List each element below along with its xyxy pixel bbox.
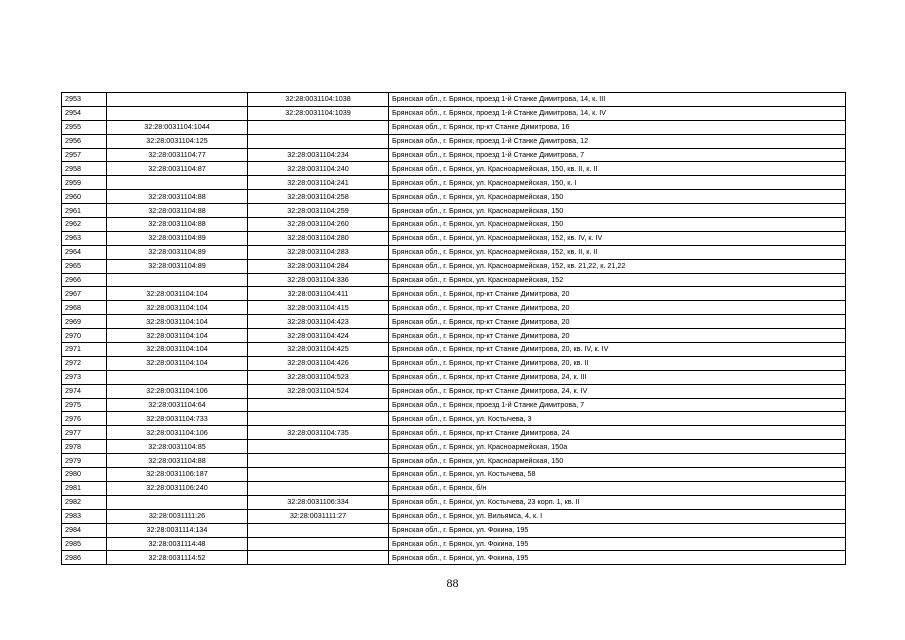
building-number-cell: 32:28:0031104:283 [248, 245, 389, 259]
building-number-cell: 32:28:0031104:240 [248, 162, 389, 176]
table-row [62, 412, 846, 426]
parcel-number-cell [107, 370, 248, 384]
building-number-cell: 32:28:0031111:27 [248, 509, 389, 523]
parcel-number-cell: 32:28:0031111:26 [107, 509, 248, 523]
parcel-number-cell: 32:28:0031106:187 [107, 468, 248, 482]
building-number-cell: 32:28:0031104:336 [248, 273, 389, 287]
table-row [62, 176, 846, 190]
address-cell: Брянская обл., г. Брянск, ул. Красноармейская, 150 [389, 454, 846, 468]
address-cell: Брянская обл., г. Брянск, пр-кт Станке Димитрова, 16 [389, 120, 846, 134]
row-number-cell: 2984 [62, 523, 107, 537]
table-row [62, 509, 846, 523]
row-number-cell: 2960 [62, 190, 107, 204]
address-cell: Брянская обл., г. Брянск, проезд 1-й Станке Димитрова, 12 [389, 134, 846, 148]
row-number-cell: 2983 [62, 509, 107, 523]
row-number-cell: 2974 [62, 384, 107, 398]
table-row [62, 495, 846, 509]
address-cell: Брянская обл., г. Брянск, ул. Красноармейская, 152, кв. IV, к. IV [389, 231, 846, 245]
building-number-cell: 32:28:0031104:424 [248, 329, 389, 343]
registry-table-body [62, 93, 846, 565]
row-number-cell: 2976 [62, 412, 107, 426]
table-row [62, 148, 846, 162]
address-cell: Брянская обл., г. Брянск, пр-кт Станке Димитрова, 24 [389, 426, 846, 440]
table-row [62, 454, 846, 468]
building-number-cell: 32:28:0031104:415 [248, 301, 389, 315]
row-number-cell: 2975 [62, 398, 107, 412]
address-cell: Брянская обл., г. Брянск, ул. Красноармейская, 152 [389, 273, 846, 287]
table-row [62, 120, 846, 134]
building-number-cell: 32:28:0031104:523 [248, 370, 389, 384]
row-number-cell: 2978 [62, 440, 107, 454]
address-cell: Брянская обл., г. Брянск, ул. Вильямса, 4, к. I [389, 509, 846, 523]
table-row [62, 398, 846, 412]
row-number-cell: 2973 [62, 370, 107, 384]
address-cell: Брянская обл., г. Брянск, проезд 1-й Станке Димитрова, 7 [389, 398, 846, 412]
building-number-cell: 32:28:0031104:241 [248, 176, 389, 190]
parcel-number-cell: 32:28:0031104:87 [107, 162, 248, 176]
parcel-number-cell [107, 93, 248, 107]
table-row [62, 106, 846, 120]
building-number-cell: 32:28:0031104:284 [248, 259, 389, 273]
building-number-cell: 32:28:0031104:425 [248, 343, 389, 357]
table-row [62, 287, 846, 301]
table-row [62, 356, 846, 370]
row-number-cell: 2964 [62, 245, 107, 259]
address-cell: Брянская обл., г. Брянск, ул. Костычева, 58 [389, 468, 846, 482]
address-cell: Брянская обл., г. Брянск, пр-кт Станке Димитрова, 20 [389, 287, 846, 301]
row-number-cell: 2956 [62, 134, 107, 148]
table-row [62, 218, 846, 232]
building-number-cell [248, 120, 389, 134]
address-cell: Брянская обл., г. Брянск, пр-кт Станке Димитрова, 20 [389, 315, 846, 329]
building-number-cell [248, 551, 389, 565]
table-row [62, 273, 846, 287]
address-cell: Брянская обл., г. Брянск, ул. Костычева, 3 [389, 412, 846, 426]
address-cell: Брянская обл., г. Брянск, ул. Фокина, 195 [389, 551, 846, 565]
row-number-cell: 2971 [62, 343, 107, 357]
building-number-cell [248, 134, 389, 148]
address-cell: Брянская обл., г. Брянск, пр-кт Станке Димитрова, 20, кв. II [389, 356, 846, 370]
address-cell: Брянская обл., г. Брянск, ул. Фокина, 195 [389, 523, 846, 537]
parcel-number-cell: 32:28:0031114:52 [107, 551, 248, 565]
building-number-cell: 32:28:0031104:411 [248, 287, 389, 301]
row-number-cell: 2966 [62, 273, 107, 287]
address-cell: Брянская обл., г. Брянск, ул. Красноармейская, 150, кв. II, к. II [389, 162, 846, 176]
parcel-number-cell [107, 176, 248, 190]
table-row [62, 370, 846, 384]
parcel-number-cell: 32:28:0031104:104 [107, 356, 248, 370]
parcel-number-cell: 32:28:0031104:89 [107, 245, 248, 259]
page-number: 88 [446, 576, 459, 590]
building-number-cell: 32:28:0031104:1038 [248, 93, 389, 107]
building-number-cell: 32:28:0031104:280 [248, 231, 389, 245]
table-row [62, 329, 846, 343]
row-number-cell: 2963 [62, 231, 107, 245]
table-row [62, 134, 846, 148]
building-number-cell [248, 481, 389, 495]
building-number-cell: 32:28:0031106:334 [248, 495, 389, 509]
address-cell: Брянская обл., г. Брянск, ул. Костычева, 23 корп. 1, кв. II [389, 495, 846, 509]
row-number-cell: 2981 [62, 481, 107, 495]
row-number-cell: 2972 [62, 356, 107, 370]
parcel-number-cell: 32:28:0031104:733 [107, 412, 248, 426]
table-row [62, 93, 846, 107]
registry-table [61, 92, 846, 565]
table-row [62, 468, 846, 482]
row-number-cell: 2985 [62, 537, 107, 551]
building-number-cell [248, 537, 389, 551]
building-number-cell [248, 468, 389, 482]
parcel-number-cell [107, 273, 248, 287]
table-row [62, 301, 846, 315]
row-number-cell: 2957 [62, 148, 107, 162]
table-row [62, 551, 846, 565]
address-cell: Брянская обл., г. Брянск, ул. Красноармейская, 150а [389, 440, 846, 454]
parcel-number-cell: 32:28:0031104:88 [107, 204, 248, 218]
address-cell: Брянская обл., г. Брянск, ул. Красноармейская, 150 [389, 190, 846, 204]
building-number-cell: 32:28:0031104:1039 [248, 106, 389, 120]
building-number-cell [248, 523, 389, 537]
address-cell: Брянская обл., г. Брянск, ул. Красноармейская, 152, кв. II, к. II [389, 245, 846, 259]
parcel-number-cell: 32:28:0031104:64 [107, 398, 248, 412]
table-row [62, 523, 846, 537]
address-cell: Брянская обл., г. Брянск, ул. Красноармейская, 152, кв. 21,22, к. 21,22 [389, 259, 846, 273]
building-number-cell: 32:28:0031104:423 [248, 315, 389, 329]
row-number-cell: 2967 [62, 287, 107, 301]
address-cell: Брянская обл., г. Брянск, пр-кт Станке Димитрова, 24, к. III [389, 370, 846, 384]
row-number-cell: 2968 [62, 301, 107, 315]
table-row [62, 259, 846, 273]
table-row [62, 162, 846, 176]
parcel-number-cell: 32:28:0031104:1044 [107, 120, 248, 134]
building-number-cell: 32:28:0031104:426 [248, 356, 389, 370]
row-number-cell: 2965 [62, 259, 107, 273]
address-cell: Брянская обл., г. Брянск, проезд 1-й Станке Димитрова, 7 [389, 148, 846, 162]
parcel-number-cell: 32:28:0031104:88 [107, 454, 248, 468]
address-cell: Брянская обл., г. Брянск, пр-кт Станке Димитрова, 20, кв. IV, к. IV [389, 343, 846, 357]
building-number-cell [248, 454, 389, 468]
parcel-number-cell: 32:28:0031104:106 [107, 384, 248, 398]
parcel-number-cell: 32:28:0031104:104 [107, 329, 248, 343]
parcel-number-cell: 32:28:0031114:48 [107, 537, 248, 551]
building-number-cell [248, 412, 389, 426]
row-number-cell: 2959 [62, 176, 107, 190]
row-number-cell: 2953 [62, 93, 107, 107]
building-number-cell: 32:28:0031104:735 [248, 426, 389, 440]
address-cell: Брянская обл., г. Брянск, пр-кт Станке Димитрова, 20 [389, 329, 846, 343]
row-number-cell: 2962 [62, 218, 107, 232]
row-number-cell: 2958 [62, 162, 107, 176]
parcel-number-cell: 32:28:0031114:134 [107, 523, 248, 537]
row-number-cell: 2980 [62, 468, 107, 482]
row-number-cell: 2970 [62, 329, 107, 343]
table-row [62, 231, 846, 245]
building-number-cell: 32:28:0031104:258 [248, 190, 389, 204]
building-number-cell [248, 440, 389, 454]
row-number-cell: 2977 [62, 426, 107, 440]
building-number-cell: 32:28:0031104:259 [248, 204, 389, 218]
table-row [62, 315, 846, 329]
address-cell: Брянская обл., г. Брянск, б/н [389, 481, 846, 495]
table-row [62, 426, 846, 440]
table-row [62, 343, 846, 357]
address-cell: Брянская обл., г. Брянск, ул. Фокина, 195 [389, 537, 846, 551]
parcel-number-cell: 32:28:0031104:89 [107, 231, 248, 245]
parcel-number-cell [107, 495, 248, 509]
building-number-cell: 32:28:0031104:524 [248, 384, 389, 398]
table-row [62, 537, 846, 551]
table-row [62, 481, 846, 495]
parcel-number-cell: 32:28:0031104:104 [107, 287, 248, 301]
parcel-number-cell: 32:28:0031104:106 [107, 426, 248, 440]
address-cell: Брянская обл., г. Брянск, пр-кт Станке Димитрова, 20 [389, 301, 846, 315]
table-row [62, 440, 846, 454]
parcel-number-cell: 32:28:0031104:85 [107, 440, 248, 454]
row-number-cell: 2982 [62, 495, 107, 509]
building-number-cell: 32:28:0031104:234 [248, 148, 389, 162]
parcel-number-cell [107, 106, 248, 120]
row-number-cell: 2955 [62, 120, 107, 134]
row-number-cell: 2986 [62, 551, 107, 565]
row-number-cell: 2954 [62, 106, 107, 120]
address-cell: Брянская обл., г. Брянск, ул. Красноармейская, 150 [389, 218, 846, 232]
parcel-number-cell: 32:28:0031104:88 [107, 218, 248, 232]
row-number-cell: 2961 [62, 204, 107, 218]
parcel-number-cell: 32:28:0031104:88 [107, 190, 248, 204]
table-row [62, 245, 846, 259]
address-cell: Брянская обл., г. Брянск, проезд 1-й Станке Димитрова, 14, к. IV [389, 106, 846, 120]
table-row [62, 204, 846, 218]
address-cell: Брянская обл., г. Брянск, пр-кт Станке Димитрова, 24, к. IV [389, 384, 846, 398]
parcel-number-cell: 32:28:0031104:104 [107, 343, 248, 357]
address-cell: Брянская обл., г. Брянск, ул. Красноармейская, 150 [389, 204, 846, 218]
parcel-number-cell: 32:28:0031104:77 [107, 148, 248, 162]
parcel-number-cell: 32:28:0031106:240 [107, 481, 248, 495]
parcel-number-cell: 32:28:0031104:104 [107, 301, 248, 315]
row-number-cell: 2979 [62, 454, 107, 468]
table-row [62, 384, 846, 398]
parcel-number-cell: 32:28:0031104:89 [107, 259, 248, 273]
parcel-number-cell: 32:28:0031104:125 [107, 134, 248, 148]
parcel-number-cell: 32:28:0031104:104 [107, 315, 248, 329]
address-cell: Брянская обл., г. Брянск, проезд 1-й Станке Димитрова, 14, к. III [389, 93, 846, 107]
building-number-cell: 32:28:0031104:260 [248, 218, 389, 232]
building-number-cell [248, 398, 389, 412]
table-row [62, 190, 846, 204]
address-cell: Брянская обл., г. Брянск, ул. Красноармейская, 150, к. I [389, 176, 846, 190]
row-number-cell: 2969 [62, 315, 107, 329]
